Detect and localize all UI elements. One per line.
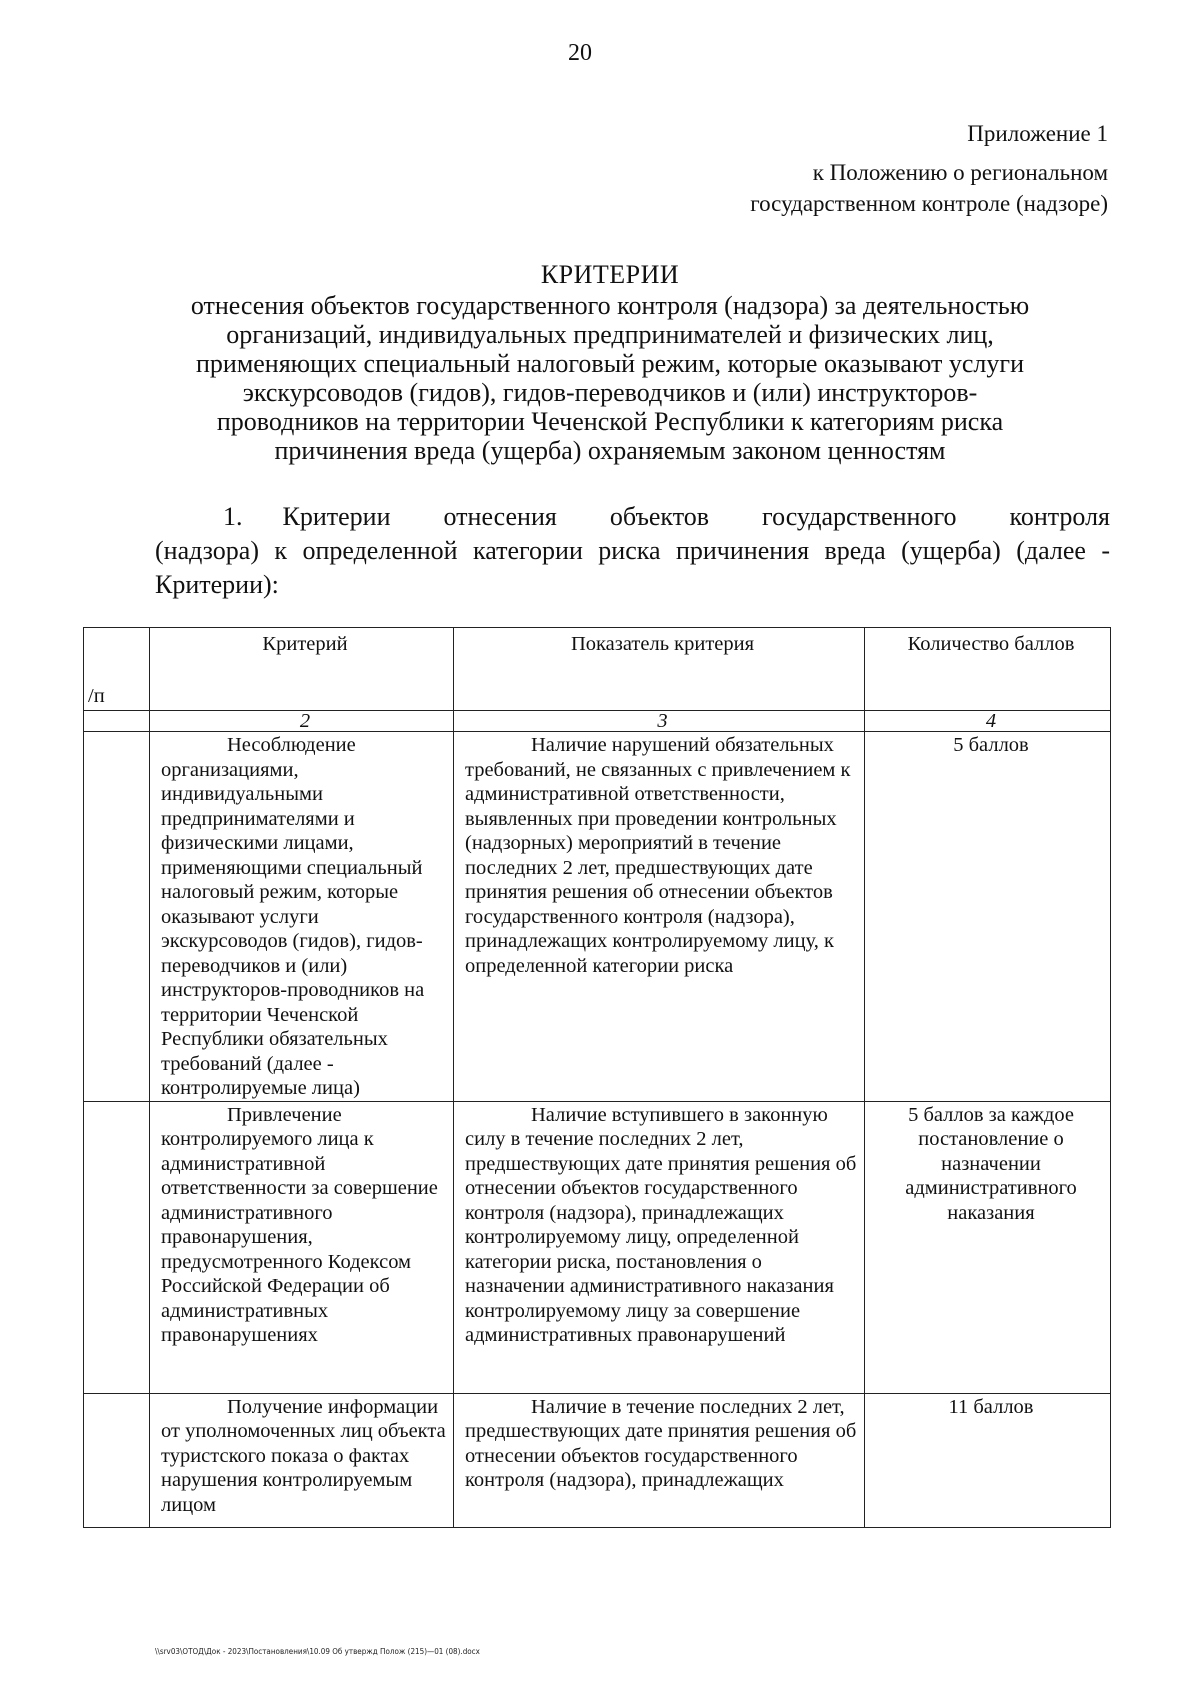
indicator-cell: Наличие вступившего в законную силу в течение последних 2 лет, предшествующих дате принятия решения об отнесении объектов государственного контроля (надзора), принадлежащих контролируемому лицу, определенной категории риска, постановления о назначении административного наказания контролируемому лицу за совершение административных правонарушений	[454, 1101, 865, 1393]
header-col-indicator: Показатель критерия	[454, 628, 865, 711]
header-col-criterion: Критерий	[150, 628, 454, 711]
table-row	[84, 1101, 1111, 1393]
points-cell: 5 баллов за каждое постановление о назначении административного наказания	[865, 1101, 1111, 1393]
points-cell: 11 баллов	[865, 1393, 1111, 1527]
paragraph-number: 1.	[223, 502, 243, 531]
numbering-cell	[84, 711, 150, 732]
page-number: 20	[568, 40, 592, 66]
title-line: экскурсоводов (гидов), гидов-переводчиков и (или) инструкторов-	[242, 378, 978, 407]
appendix-line-3: государственном контроле (надзоре)	[750, 191, 1108, 216]
criterion-cell: Привлечение контролируемого лица к административной ответственности за совершение административного правонарушения, предусмотренного Кодексом Российской Федерации об административных правонарушениях	[150, 1101, 454, 1393]
criteria-table	[83, 627, 1111, 1528]
row-number-cell	[84, 732, 150, 1102]
appendix-line-1: Приложение 1	[967, 121, 1108, 146]
paragraph-line-1: Критерии отнесения объектов государственного контроля	[282, 502, 1110, 531]
title-heading: КРИТЕРИИ	[540, 260, 680, 289]
paragraph-rest: (надзора) к определенной категории риска причинения вреда (ущерба) (далее - Критерии):	[155, 536, 1110, 599]
table-header-row	[84, 628, 1111, 711]
document-title	[120, 260, 1100, 465]
header-col-points: Количество баллов	[865, 628, 1111, 711]
row-number-cell	[84, 1393, 150, 1527]
table-row	[84, 1393, 1111, 1527]
paragraph-1	[155, 500, 1110, 602]
numbering-cell: 4	[865, 711, 1111, 732]
title-line: применяющих специальный налоговый режим, которые оказывают услуги	[195, 349, 1024, 378]
appendix-line-2: к Положению о региональном	[812, 160, 1108, 185]
points-cell: 5 баллов	[865, 732, 1111, 1102]
appendix-note	[750, 118, 1108, 219]
table-numbering-row	[84, 711, 1111, 732]
row-number-cell	[84, 1101, 150, 1393]
criterion-cell: Получение информации от уполномоченных лиц объекта туристского показа о фактах нарушения контролируемым лицом	[150, 1393, 454, 1527]
title-line: причинения вреда (ущерба) охраняемым законом ценностям	[274, 436, 946, 465]
indicator-cell: Наличие в течение последних 2 лет, предшествующих дате принятия решения об отнесении объектов государственного контроля (надзора), принадлежащих	[454, 1393, 865, 1527]
numbering-cell: 3	[454, 711, 865, 732]
title-line: организаций, индивидуальных предпринимателей и физических лиц,	[226, 320, 994, 349]
indicator-cell: Наличие нарушений обязательных требований, не связанных с привлечением к административной ответственности, выявленных при проведении контрольных (надзорных) мероприятий в течение последних 2 лет, предшествующих дате принятия решения об отнесении объектов государственного контроля (надзора), принадлежащих контролируемому лицу, к определенной категории риска	[454, 732, 865, 1102]
file-path-footer: \\srv03\ОТОД\Док - 2023\Постановления\10.09 Об утвержд Полож (215)—01 (08).docx	[155, 1647, 480, 1656]
header-col-number: /п	[84, 628, 150, 711]
title-line: проводников на территории Чеченской Республики к категориям риска	[216, 407, 1004, 436]
title-line: отнесения объектов государственного контроля (надзора) за деятельностью	[190, 291, 1030, 320]
paragraph-first-line	[155, 500, 1110, 534]
table-row	[84, 732, 1111, 1102]
numbering-cell: 2	[150, 711, 454, 732]
criterion-cell: Несоблюдение организациями, индивидуальными предпринимателями и физическими лицами, применяющими специальный налоговый режим, которые оказывают услуги экскурсоводов (гидов), гидов-переводчиков и (или) инструкторов-проводников на территории Чеченской Республики обязательных требований (далее - контролируемые лица)	[150, 732, 454, 1102]
